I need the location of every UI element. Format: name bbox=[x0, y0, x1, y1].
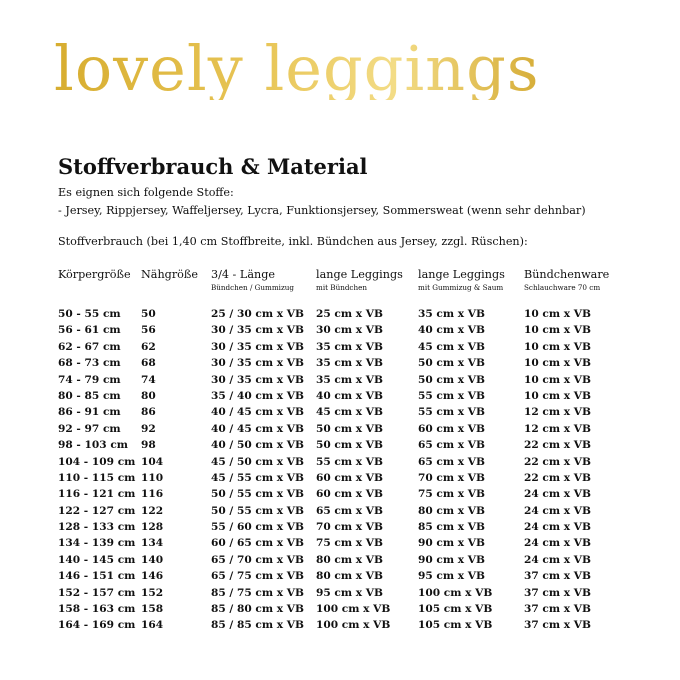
table-cell: 95 cm x VB bbox=[316, 586, 383, 599]
table-cell: 80 cm x VB bbox=[316, 553, 383, 566]
table-cell: 40 cm x VB bbox=[316, 389, 383, 402]
table-cell: 50 - 55 cm bbox=[58, 308, 121, 320]
table-cell: 75 cm x VB bbox=[316, 537, 383, 550]
table-cell: 35 cm x VB bbox=[316, 373, 383, 386]
table-cell: 74 - 79 cm bbox=[58, 373, 121, 386]
table-cell: 30 / 35 cm x VB bbox=[211, 324, 304, 337]
table-cell: 50 cm x VB bbox=[316, 422, 383, 435]
section-title: Stoffverbrauch & Material bbox=[58, 154, 368, 179]
table-cell: 80 - 85 cm bbox=[58, 389, 121, 402]
table-cell: 35 cm x VB bbox=[316, 340, 383, 353]
table-cell: 116 bbox=[141, 488, 164, 501]
table-cell: 37 cm x VB bbox=[524, 570, 591, 583]
table-cell: 128 bbox=[141, 521, 164, 534]
table-cell: 85 / 85 cm x VB bbox=[211, 619, 304, 632]
table-cell: 80 bbox=[141, 389, 156, 402]
table-cell: 60 cm x VB bbox=[418, 422, 485, 435]
table-cell: 146 bbox=[141, 570, 164, 583]
table-row bbox=[0, 503, 680, 519]
table-cell: 122 - 127 cm bbox=[58, 504, 136, 517]
table-cell: 92 - 97 cm bbox=[58, 422, 121, 435]
table-cell: 158 bbox=[141, 603, 164, 616]
table-cell: 22 cm x VB bbox=[524, 439, 591, 452]
table-cell: 55 cm x VB bbox=[316, 455, 383, 468]
table-cell: 37 cm x VB bbox=[524, 603, 591, 616]
table-cell: 65 cm x VB bbox=[316, 504, 383, 517]
table-cell: 100 cm x VB bbox=[418, 586, 493, 599]
col-header-main: 3/4 - Länge bbox=[211, 268, 275, 281]
table-cell: 62 bbox=[141, 340, 156, 353]
table-cell: 37 cm x VB bbox=[524, 619, 591, 632]
table-row bbox=[0, 322, 680, 338]
table-row bbox=[0, 306, 680, 322]
table-cell: 68 - 73 cm bbox=[58, 357, 121, 370]
table-cell: 10 cm x VB bbox=[524, 340, 591, 353]
table-cell: 92 bbox=[141, 422, 156, 435]
table-cell: 35 / 40 cm x VB bbox=[211, 389, 304, 402]
table-cell: 35 cm x VB bbox=[418, 308, 485, 320]
table-cell: 30 cm x VB bbox=[316, 324, 383, 337]
table-cell: 65 cm x VB bbox=[418, 439, 485, 452]
table-cell: 122 bbox=[141, 504, 164, 517]
table-cell: 110 - 115 cm bbox=[58, 471, 136, 484]
fabric-table bbox=[0, 306, 680, 634]
col-header-three-quarter bbox=[211, 268, 294, 292]
table-row bbox=[0, 404, 680, 420]
table-cell: 50 cm x VB bbox=[316, 439, 383, 452]
col-header-body-height bbox=[58, 268, 131, 281]
table-cell: 100 cm x VB bbox=[316, 603, 391, 616]
table-row bbox=[0, 568, 680, 584]
table-row bbox=[0, 601, 680, 617]
table-cell: 104 - 109 cm bbox=[58, 455, 136, 468]
table-cell: 24 cm x VB bbox=[524, 504, 591, 517]
table-cell: 70 cm x VB bbox=[418, 471, 485, 484]
table-cell: 105 cm x VB bbox=[418, 619, 493, 632]
table-row bbox=[0, 388, 680, 404]
table-cell: 25 cm x VB bbox=[316, 308, 383, 320]
table-cell: 60 / 65 cm x VB bbox=[211, 537, 304, 550]
table-cell: 75 cm x VB bbox=[418, 488, 485, 501]
table-cell: 70 cm x VB bbox=[316, 521, 383, 534]
table-cell: 40 / 50 cm x VB bbox=[211, 439, 304, 452]
table-cell: 24 cm x VB bbox=[524, 537, 591, 550]
table-cell: 65 / 70 cm x VB bbox=[211, 553, 304, 566]
table-cell: 80 cm x VB bbox=[418, 504, 485, 517]
col-header-main: Nähgröße bbox=[141, 268, 199, 281]
table-cell: 105 cm x VB bbox=[418, 603, 493, 616]
col-header-cuff-fabric bbox=[524, 268, 609, 292]
table-cell: 12 cm x VB bbox=[524, 406, 591, 419]
table-cell: 85 cm x VB bbox=[418, 521, 485, 534]
table-cell: 50 cm x VB bbox=[418, 373, 485, 386]
col-header-long-cuffs bbox=[316, 268, 403, 292]
table-cell: 152 - 157 cm bbox=[58, 586, 136, 599]
table-row bbox=[0, 454, 680, 470]
table-cell: 55 cm x VB bbox=[418, 406, 485, 419]
table-cell: 100 cm x VB bbox=[316, 619, 391, 632]
table-cell: 24 cm x VB bbox=[524, 488, 591, 501]
table-cell: 50 bbox=[141, 308, 156, 320]
table-row bbox=[0, 617, 680, 633]
table-cell: 24 cm x VB bbox=[524, 521, 591, 534]
table-row bbox=[0, 421, 680, 437]
table-cell: 95 cm x VB bbox=[418, 570, 485, 583]
table-cell: 85 / 80 cm x VB bbox=[211, 603, 304, 616]
table-cell: 25 / 30 cm x VB bbox=[211, 308, 304, 320]
col-header-sub: mit Bündchen bbox=[316, 283, 367, 292]
table-row bbox=[0, 585, 680, 601]
col-header-main: Körpergröße bbox=[58, 268, 131, 281]
table-cell: 22 cm x VB bbox=[524, 455, 591, 468]
col-header-sewing-size bbox=[141, 268, 198, 281]
table-cell: 45 cm x VB bbox=[418, 340, 485, 353]
table-row bbox=[0, 535, 680, 551]
table-cell: 56 bbox=[141, 324, 156, 337]
table-cell: 128 - 133 cm bbox=[58, 521, 136, 534]
table-cell: 80 cm x VB bbox=[316, 570, 383, 583]
table-cell: 86 - 91 cm bbox=[58, 406, 121, 419]
table-cell: 146 - 151 cm bbox=[58, 570, 136, 583]
table-cell: 30 / 35 cm x VB bbox=[211, 373, 304, 386]
table-cell: 45 / 50 cm x VB bbox=[211, 455, 304, 468]
table-cell: 90 cm x VB bbox=[418, 553, 485, 566]
table-cell: 10 cm x VB bbox=[524, 324, 591, 337]
table-cell: 40 cm x VB bbox=[418, 324, 485, 337]
table-cell: 62 - 67 cm bbox=[58, 340, 121, 353]
table-cell: 10 cm x VB bbox=[524, 389, 591, 402]
table-row bbox=[0, 486, 680, 502]
table-cell: 35 cm x VB bbox=[316, 357, 383, 370]
table-cell: 158 - 163 cm bbox=[58, 603, 136, 616]
table-cell: 56 - 61 cm bbox=[58, 324, 121, 337]
brand-logo-text: lovely leggings bbox=[54, 32, 540, 105]
table-cell: 55 / 60 cm x VB bbox=[211, 521, 304, 534]
intro-line-2: - Jersey, Rippjersey, Waffeljersey, Lycra, Funktionsjersey, Sommersweat (wenn sehr dehnbar) bbox=[58, 204, 586, 217]
table-cell: 60 cm x VB bbox=[316, 488, 383, 501]
table-row bbox=[0, 372, 680, 388]
table-cell: 74 bbox=[141, 373, 156, 386]
table-cell: 140 - 145 cm bbox=[58, 553, 136, 566]
table-cell: 50 / 55 cm x VB bbox=[211, 504, 304, 517]
table-cell: 152 bbox=[141, 586, 164, 599]
table-cell: 85 / 75 cm x VB bbox=[211, 586, 304, 599]
table-cell: 134 bbox=[141, 537, 164, 550]
table-row bbox=[0, 437, 680, 453]
table-cell: 140 bbox=[141, 553, 164, 566]
table-cell: 40 / 45 cm x VB bbox=[211, 406, 304, 419]
col-header-main: lange Leggings bbox=[418, 268, 505, 281]
table-cell: 45 / 55 cm x VB bbox=[211, 471, 304, 484]
table-cell: 10 cm x VB bbox=[524, 308, 591, 320]
table-cell: 98 - 103 cm bbox=[58, 439, 128, 452]
col-header-sub: mit Gummizug & Saum bbox=[418, 283, 504, 292]
col-header-main: lange Leggings bbox=[316, 268, 403, 281]
table-cell: 164 - 169 cm bbox=[58, 619, 136, 632]
table-cell: 50 cm x VB bbox=[418, 357, 485, 370]
table-cell: 22 cm x VB bbox=[524, 471, 591, 484]
table-row bbox=[0, 552, 680, 568]
table-cell: 45 cm x VB bbox=[316, 406, 383, 419]
col-header-main: Bündchenware bbox=[524, 268, 610, 281]
table-cell: 98 bbox=[141, 439, 156, 452]
table-cell: 37 cm x VB bbox=[524, 586, 591, 599]
table-cell: 60 cm x VB bbox=[316, 471, 383, 484]
col-header-long-elastic bbox=[418, 268, 505, 292]
table-cell: 65 cm x VB bbox=[418, 455, 485, 468]
usage-note: Stoffverbrauch (bei 1,40 cm Stoffbreite, inkl. Bündchen aus Jersey, zzgl. Rüschen): bbox=[58, 235, 528, 248]
table-cell: 40 / 45 cm x VB bbox=[211, 422, 304, 435]
table-cell: 55 cm x VB bbox=[418, 389, 485, 402]
table-cell: 12 cm x VB bbox=[524, 422, 591, 435]
table-cell: 10 cm x VB bbox=[524, 373, 591, 386]
table-row bbox=[0, 519, 680, 535]
col-header-sub: Schlauchware 70 cm bbox=[524, 283, 601, 292]
table-cell: 10 cm x VB bbox=[524, 357, 591, 370]
table-cell: 164 bbox=[141, 619, 164, 632]
table-cell: 65 / 75 cm x VB bbox=[211, 570, 304, 583]
table-row bbox=[0, 339, 680, 355]
table-cell: 90 cm x VB bbox=[418, 537, 485, 550]
table-cell: 86 bbox=[141, 406, 156, 419]
table-cell: 30 / 35 cm x VB bbox=[211, 340, 304, 353]
table-cell: 30 / 35 cm x VB bbox=[211, 357, 304, 370]
table-cell: 134 - 139 cm bbox=[58, 537, 136, 550]
table-cell: 68 bbox=[141, 357, 156, 370]
table-cell: 50 / 55 cm x VB bbox=[211, 488, 304, 501]
col-header-sub: Bündchen / Gummizug bbox=[211, 283, 294, 292]
table-row bbox=[0, 355, 680, 371]
table-cell: 110 bbox=[141, 471, 164, 484]
table-row bbox=[0, 470, 680, 486]
intro-line-1: Es eignen sich folgende Stoffe: bbox=[58, 186, 234, 199]
table-cell: 104 bbox=[141, 455, 164, 468]
table-cell: 24 cm x VB bbox=[524, 553, 591, 566]
table-cell: 116 - 121 cm bbox=[58, 488, 136, 501]
